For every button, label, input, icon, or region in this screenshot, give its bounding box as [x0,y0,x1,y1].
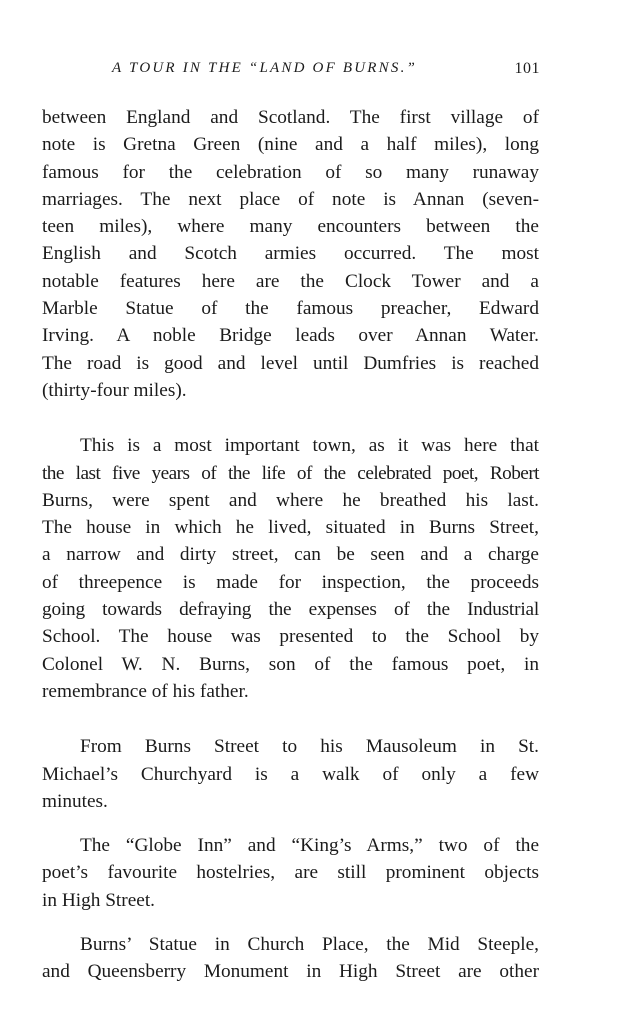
text-line: The house in which he lived, situated in Burns Street, [42,517,539,539]
text-line: famous for the celebration of so many runaway [42,161,539,183]
text-line: of threepence is made for inspection, the proceeds [42,571,539,593]
text-line: Burns’ Statue in Church Place, the Mid Steeple, [80,934,539,956]
paragraph-2 [42,432,539,705]
text-line: note is Gretna Green (nine and a half miles), long [42,134,539,156]
text-line: poet’s favourite hostelries, are still prominent objects [42,862,539,884]
running-title: A TOUR IN THE “LAND OF BURNS.” [112,60,418,76]
text-line: Marble Statue of the famous preacher, Edward [42,298,539,320]
paragraph-5 [42,931,539,986]
body-text [42,104,539,986]
text-line: School. The house was presented to the School by [42,626,539,648]
paragraph-gap [42,705,539,733]
text-line: a narrow and dirty street, can be seen and a charge [42,544,539,566]
text-line: notable features here are the Clock Tower and a [42,270,539,292]
paragraph-gap [42,914,539,931]
text-line: the last five years of the life of the celebrated poet, Robert [42,462,539,484]
paragraph-gap [42,815,539,832]
text-line: between England and Scotland. The first village of [42,107,539,128]
text-line: The “Globe Inn” and “King’s Arms,” two of the [80,835,539,857]
text-line: (thirty-four miles). [42,379,187,401]
running-head [112,60,542,84]
text-line: marriages. The next place of note is Annan (seven- [42,188,539,210]
text-line: Burns, were spent and where he breathed his last. [42,489,539,511]
paragraph-3 [42,733,539,815]
text-line: English and Scotch armies occurred. The most [42,243,539,265]
page-number: 101 [514,60,540,77]
text-line: minutes. [42,790,108,812]
text-line: teen miles), where many encounters between the [42,216,539,238]
text-line: remembrance of his father. [42,680,249,702]
text-line: and Queensberry Monument in High Street are other [42,961,539,983]
text-line: Colonel W. N. Burns, son of the famous poet, in [42,653,539,675]
text-line: going towards defraying the expenses of the Industrial [42,599,539,621]
paragraph-gap [42,404,539,432]
paragraph-1 [42,104,539,404]
text-line: Michael’s Churchyard is a walk of only a few [42,763,539,785]
text-line: From Burns Street to his Mausoleum in St. [80,736,539,758]
text-line: in High Street. [42,889,155,911]
text-line: This is a most important town, as it was here that [80,435,539,457]
paragraph-4 [42,832,539,914]
text-line: The road is good and level until Dumfries is reached [42,352,539,374]
text-line: Irving. A noble Bridge leads over Annan Water. [42,325,539,347]
